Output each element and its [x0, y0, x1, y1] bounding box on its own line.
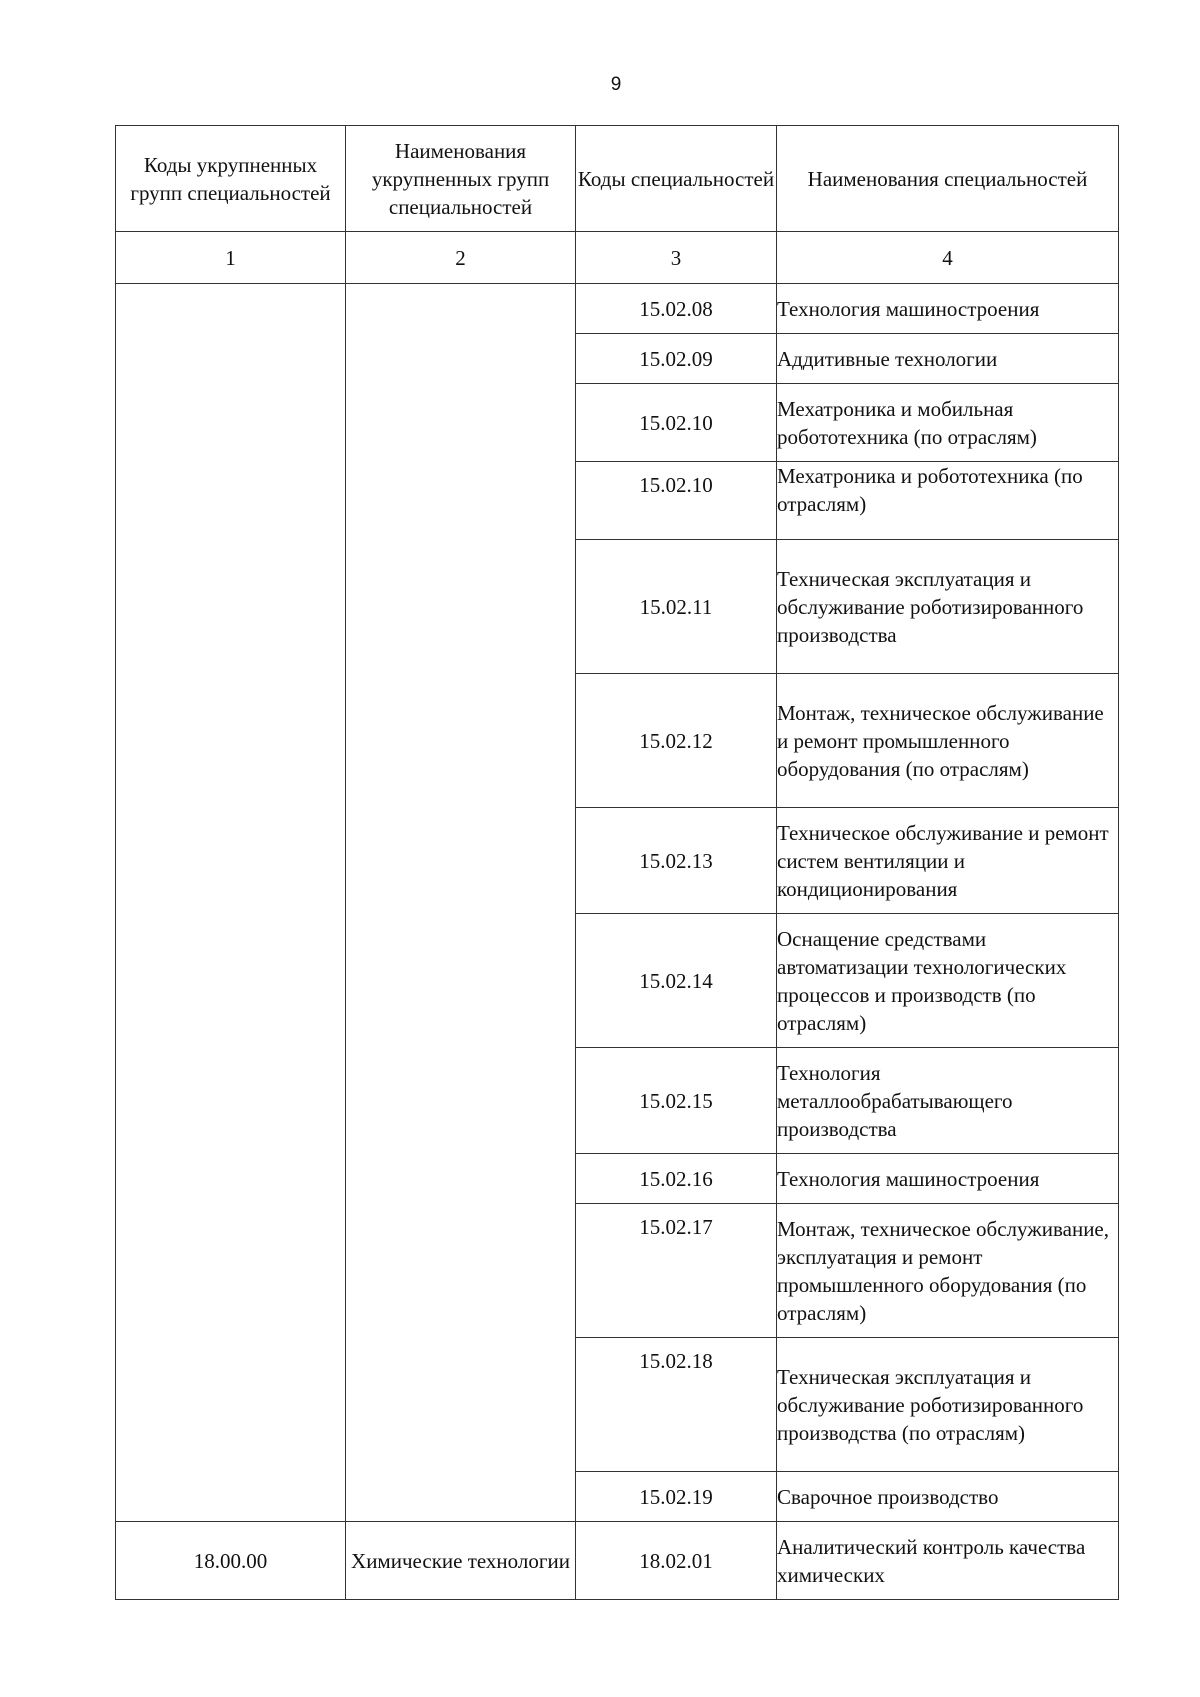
specialty-name: Сварочное производство	[777, 1472, 1119, 1522]
specialty-code: 15.02.09	[576, 334, 777, 384]
header-group-codes: Коды укрупненных групп специальностей	[116, 126, 346, 232]
specialty-code: 15.02.17	[576, 1204, 777, 1338]
column-number: 1	[116, 232, 346, 284]
column-number: 2	[346, 232, 576, 284]
specialties-table	[115, 125, 1119, 1600]
specialty-code: 15.02.16	[576, 1154, 777, 1204]
specialty-name: Мехатроника и мобильная робототехника (по отраслям)	[777, 384, 1119, 462]
specialty-code: 18.02.01	[576, 1522, 777, 1600]
group-name: Химические технологии	[346, 1522, 576, 1600]
group-code-cell-empty	[116, 284, 346, 1522]
column-number: 4	[777, 232, 1119, 284]
page-number: 9	[610, 74, 622, 95]
specialty-name: Техническая эксплуатация и обслуживание роботизированного производства (по отраслям)	[777, 1338, 1119, 1472]
specialty-name: Техническая эксплуатация и обслуживание роботизированного производства	[777, 540, 1119, 674]
specialty-code: 15.02.08	[576, 284, 777, 334]
column-number: 3	[576, 232, 777, 284]
specialty-code: 15.02.10	[576, 384, 777, 462]
table-row	[116, 1522, 1119, 1600]
header-specialty-codes: Коды специальностей	[576, 126, 777, 232]
specialty-name: Техническое обслуживание и ремонт систем вентиляции и кондиционирования	[777, 808, 1119, 914]
specialty-name: Технология металлообрабатывающего производства	[777, 1048, 1119, 1154]
header-row	[116, 126, 1119, 232]
header-group-names: Наименования укрупненных групп специальностей	[346, 126, 576, 232]
table-row	[116, 284, 1119, 334]
group-name-cell-empty	[346, 284, 576, 1522]
specialty-code: 15.02.13	[576, 808, 777, 914]
column-number-row	[116, 232, 1119, 284]
specialty-name: Мехатроника и робототехника (по отраслям)	[777, 462, 1119, 540]
specialty-name: Аналитический контроль качества химических	[777, 1522, 1119, 1600]
specialty-name: Монтаж, техническое обслуживание и ремонт промышленного оборудования (по отраслям)	[777, 674, 1119, 808]
specialty-code: 15.02.11	[576, 540, 777, 674]
specialty-name: Оснащение средствами автоматизации технологических процессов и производств (по отраслям)	[777, 914, 1119, 1048]
specialty-code: 15.02.14	[576, 914, 777, 1048]
specialty-name: Монтаж, техническое обслуживание, эксплуатация и ремонт промышленного оборудования (по отраслям)	[777, 1204, 1119, 1338]
header-specialty-names: Наименования специальностей	[777, 126, 1119, 232]
specialty-name: Технология машиностроения	[777, 1154, 1119, 1204]
specialty-name: Аддитивные технологии	[777, 334, 1119, 384]
specialty-code: 15.02.18	[576, 1338, 777, 1472]
specialty-code: 15.02.12	[576, 674, 777, 808]
specialty-code: 15.02.10	[576, 462, 777, 540]
group-code: 18.00.00	[116, 1522, 346, 1600]
specialty-code: 15.02.19	[576, 1472, 777, 1522]
specialty-name: Технология машиностроения	[777, 284, 1119, 334]
specialty-code: 15.02.15	[576, 1048, 777, 1154]
